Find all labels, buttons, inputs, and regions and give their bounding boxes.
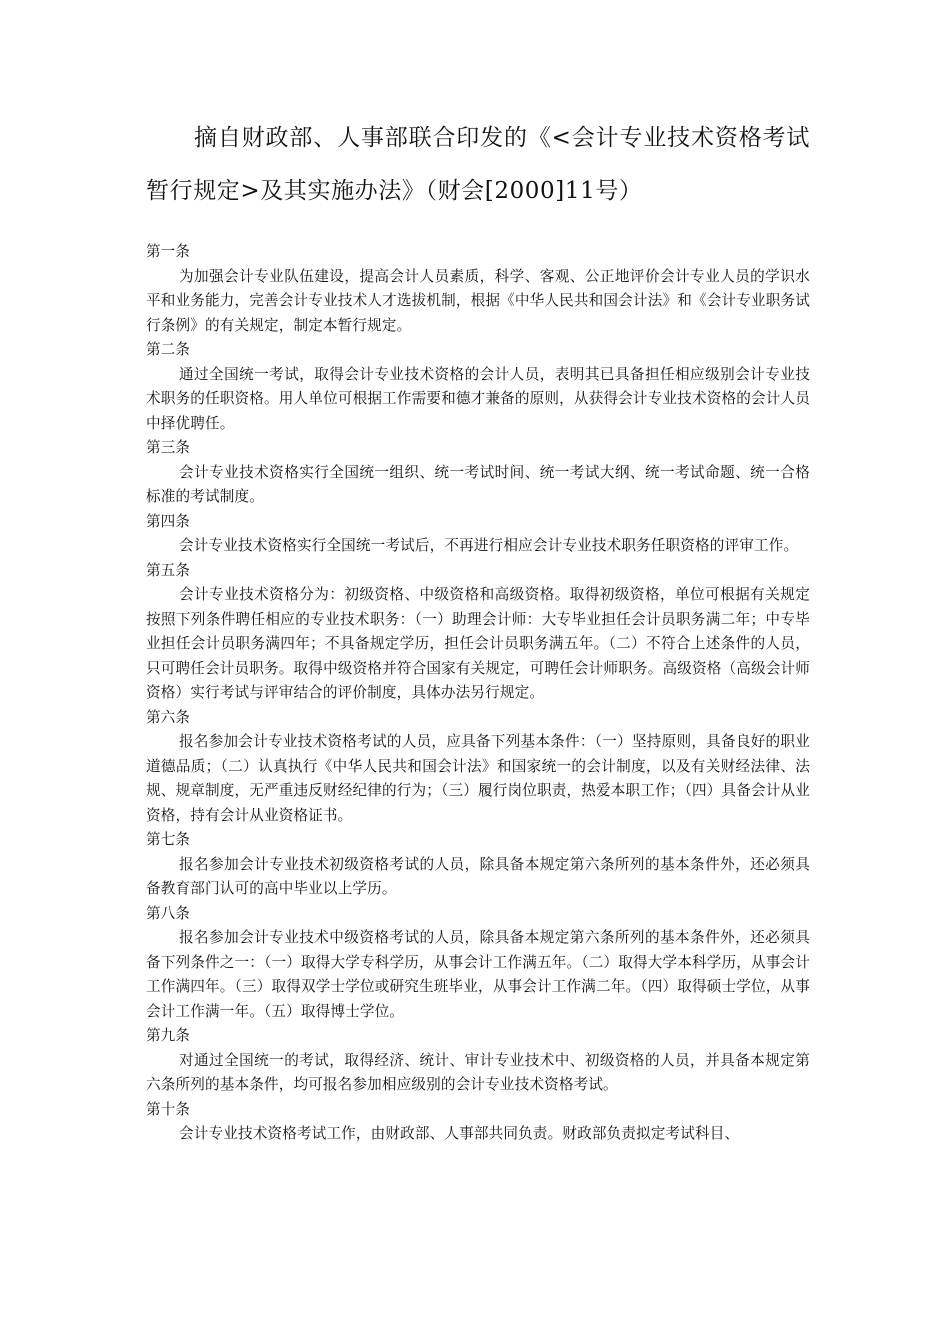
article-8 [146, 902, 810, 1025]
article-text: 会计专业技术资格考试工作，由财政部、人事部共同负责。财政部负责拟定考试科目、 [179, 1125, 740, 1142]
article-text: 为加强会计专业队伍建设，提高会计人员素质，科学、客观、公正地评价会计专业人员的学识水平和业务能力，完善会计专业技术人才选拔机制，根据《中华人民共和国会计法》和《会计专业职务试行条例》的有关规定，制定本暂行规定。 [146, 267, 810, 334]
article-6 [146, 706, 810, 829]
article-text: 报名参加会计专业技术资格考试的人员，应具备下列基本条件：（一）坚持原则，具备良好的职业道德品质；（二）认真执行《中华人民共和国会计法》和国家统一的会计制度，以及有关财经法律、法规、规章制度，无严重违反财经纪律的行为；（三）履行岗位职责，热爱本职工作；（四）具备会计从业资格，持有会计从业资格证书。 [146, 733, 810, 824]
article-text: 会计专业技术资格分为：初级资格、中级资格和高级资格。取得初级资格，单位可根据有关规定按照下列条件聘任相应的专业技术职务：（一）助理会计师：大专毕业担任会计员职务满二年；中专毕业担任会计员职务满四年；不具备规定学历，担任会计员职务满五年。（二）不符合上述条件的人员，只可聘任会计员职务。取得中级资格并符合国家有关规定，可聘任会计师职务。高级资格（高级会计师资格）实行考试与评审结合的评价制度，具体办法另行规定。 [146, 586, 810, 701]
article-heading: 第一条 [146, 243, 190, 260]
article-heading: 第四条 [146, 512, 190, 530]
article-9 [146, 1024, 810, 1098]
document-body [146, 240, 810, 1147]
article-text: 报名参加会计专业技术初级资格考试的人员，除具备本规定第六条所列的基本条件外，还必须具备教育部门认可的高中毕业以上学历。 [146, 855, 810, 897]
article-4 [146, 510, 810, 559]
article-heading: 第九条 [146, 1027, 190, 1044]
article-10 [146, 1098, 810, 1147]
article-heading: 第十条 [146, 1100, 190, 1118]
article-text: 会计专业技术资格实行全国统一组织、统一考试时间、统一考试大纲、统一考试命题、统一合格标准的考试制度。 [146, 463, 810, 505]
article-heading: 第八条 [146, 904, 190, 922]
article-heading: 第六条 [146, 708, 190, 726]
article-heading: 第二条 [146, 341, 190, 358]
article-heading: 第三条 [146, 439, 190, 456]
article-2 [146, 338, 810, 436]
article-7 [146, 828, 810, 902]
document-title: 摘自财政部、人事部联合印发的《<会计专业技术资格考试暂行规定>及其实施办法》（财会[2000]11号） [146, 125, 810, 204]
article-heading: 第五条 [146, 561, 190, 579]
article-3 [146, 436, 810, 510]
article-text: 会计专业技术资格实行全国统一考试后，不再进行相应会计专业技术职务任职资格的评审工作。 [179, 537, 799, 554]
article-5 [146, 559, 810, 706]
article-text: 报名参加会计专业技术中级资格考试的人员，除具备本规定第六条所列的基本条件外，还必须具备下列条件之一：（一）取得大学专科学历，从事会计工作满五年。（二）取得大学本科学历，从事会计工作满四年。（三）取得双学士学位或研究生班毕业，从事会计工作满二年。（四）取得硕士学位，从事会计工作满一年。（五）取得博士学位。 [146, 929, 810, 1020]
article-1 [146, 240, 810, 338]
article-text: 对通过全国统一的考试，取得经济、统计、审计专业技术中、初级资格的人员，并具备本规定第六条所列的基本条件，均可报名参加相应级别的会计专业技术资格考试。 [146, 1051, 810, 1093]
article-text: 通过全国统一考试，取得会计专业技术资格的会计人员，表明其已具备担任相应级别会计专业技术职务的任职资格。用人单位可根据工作需要和德才兼备的原则，从获得会计专业技术资格的会计人员中择优聘任。 [146, 365, 810, 432]
article-heading: 第七条 [146, 831, 190, 848]
